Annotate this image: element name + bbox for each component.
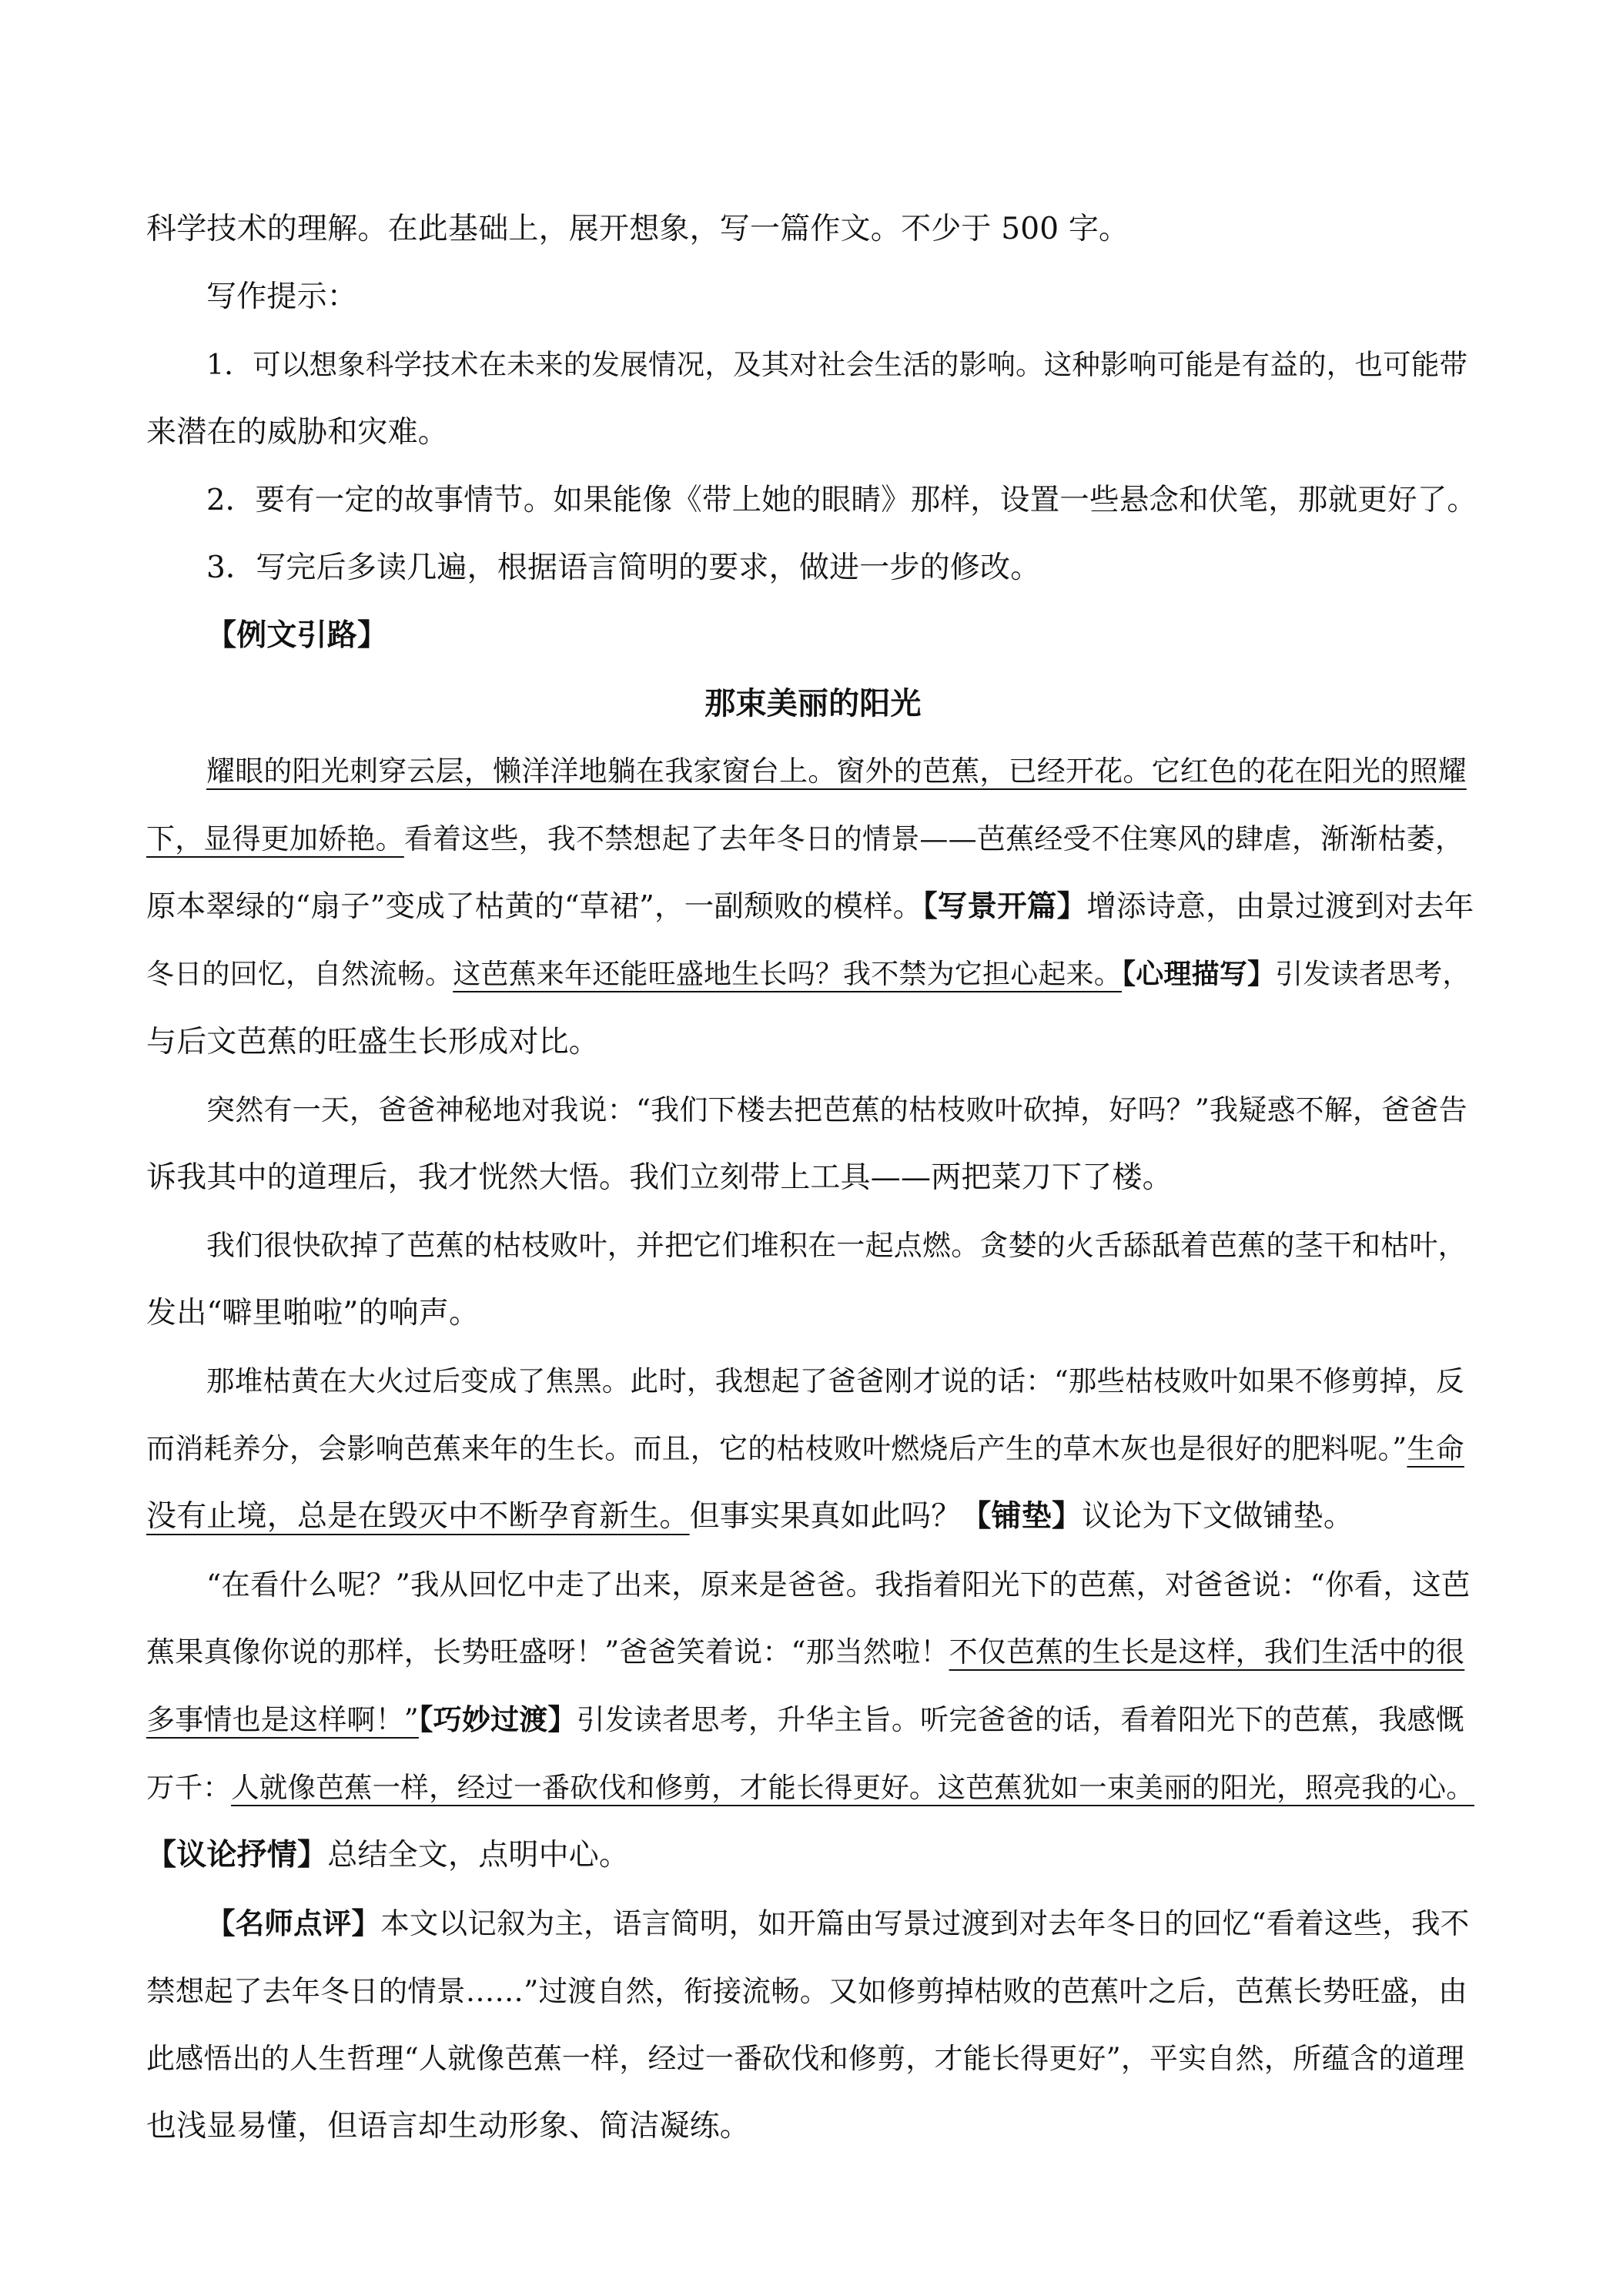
annotation-tag: 【心理描写】	[1122, 959, 1276, 990]
essay-p5-line-3	[146, 1697, 1480, 1765]
underlined-text: 多事情也是这样啊！”	[146, 1703, 419, 1736]
comment-text: 本文以记叙为主，语言简明，如开篇由写景过渡到对去年冬日的回忆“看着这些，我不	[380, 1906, 1470, 1940]
annotation-tag: 【议论抒情】	[146, 1838, 328, 1873]
tip-1-line-2: 来潜在的威胁和灾难。	[146, 415, 449, 450]
annotation-tag: 【铺垫】	[961, 1499, 1083, 1534]
tip-2: 2．要有一定的故事情节。如果能像《带上她的眼睛》那样，设置一些悬念和伏笔，那就更好了。	[206, 483, 1477, 517]
comment-line-4: 也浅显易懂，但语言却生动形象、简洁凝练。	[146, 2109, 751, 2144]
essay-p1-line-4	[146, 952, 1480, 1019]
essay-p1-line-3	[146, 884, 1480, 952]
document-body	[146, 206, 1480, 2171]
essay-p4-line-2	[146, 1426, 1480, 1494]
essay-p1-line-1	[146, 748, 1480, 816]
text-span: 万千：	[146, 1771, 232, 1804]
underlined-text: 耀眼的阳光刺穿云层，懒洋洋地躺在我家窗台上。窗外的芭蕉，已经开花。它红色的花在阳光的照耀	[206, 755, 1467, 788]
essay-p3-line-1: 我们很快砍掉了芭蕉的枯枝败叶，并把它们堆积在一起点燃。贪婪的火舌舔舐着芭蕉的茎干和枯叶，	[206, 1229, 1467, 1262]
text-span: 原本翠绿的“扇子”变成了枯黄的“草裙”，一副颓败的模样。	[146, 889, 923, 924]
comment-line-2: 禁想起了去年冬日的情景……”过渡自然，衔接流畅。又如修剪掉枯败的芭蕉叶之后，芭蕉长势旺盛，由	[146, 1974, 1467, 2008]
underlined-text: 生命	[1407, 1432, 1464, 1465]
annotation-text: 引发读者思考，	[1275, 959, 1471, 990]
annotation-tag: 【写景开篇】	[922, 889, 1087, 924]
essay-p3-line-2: 发出“噼里啪啦”的响声。	[146, 1296, 480, 1330]
underlined-text: 下，显得更加娇艳。	[146, 822, 404, 855]
annotation-tag: 【巧妙过渡】	[418, 1703, 577, 1736]
annotation-text: 总结全文，点明中心。	[327, 1838, 630, 1873]
underlined-text: 没有止境，总是在毁灭中不断孕育新生。	[146, 1499, 690, 1534]
essay-p5-line-1: “在看什么呢？”我从回忆中走了出来，原来是爸爸。我指着阳光下的芭蕉，对爸爸说：“你看，这芭	[206, 1568, 1471, 1602]
tip-1-line-1: 1．可以想象科学技术在未来的发展情况，及其对社会生活的影响。这种影响可能是有益的，也可能带	[206, 348, 1468, 381]
essay-title: 那束美丽的阳光	[704, 686, 922, 721]
tips-heading: 写作提示：	[206, 279, 358, 314]
essay-p2-line-1: 突然有一天，爸爸神秘地对我说：“我们下楼去把芭蕉的枯枝败叶砍掉，好吗？”我疑惑不解，爸爸告	[206, 1093, 1467, 1126]
essay-p5-line-5	[146, 1832, 1480, 1900]
example-label: 【例文引路】	[206, 618, 388, 653]
essay-p4-line-3	[146, 1494, 1480, 1561]
annotation-text: 冬日的回忆，自然流畅。	[146, 959, 453, 990]
essay-p1-line-2	[146, 816, 1480, 884]
essay-p2-line-2: 诉我其中的道理后，我才恍然大悟。我们立刻带上工具——两把菜刀下了楼。	[146, 1160, 1173, 1195]
intro-line: 科学技术的理解。在此基础上，展开想象，写一篇作文。不少于 500 字。	[146, 212, 1129, 246]
annotation-text: 增添诗意，由景过渡到对去年	[1086, 889, 1474, 924]
text-span: 看着这些，我不禁想起了去年冬日的情景——芭蕉经受不住寒风的肆虐，渐渐枯萎，	[403, 822, 1464, 855]
underlined-text: 这芭蕉来年还能旺盛地生长吗？我不禁为它担心起来。	[453, 959, 1123, 990]
tip-3: 3．写完后多读几遍，根据语言简明的要求，做进一步的修改。	[206, 551, 1041, 585]
text-span: 蕉果真像你说的那样，长势旺盛呀！”爸爸笑着说：“那当然啦！	[146, 1635, 949, 1668]
comment-line-1	[146, 1900, 1480, 1968]
essay-p5-line-2	[146, 1629, 1480, 1697]
text-span: 而消耗养分，会影响芭蕉来年的生长。而且，它的枯枝败叶燃烧后产生的草木灰也是很好的肥料呢。”	[146, 1432, 1407, 1465]
annotation-text: 议论为下文做铺垫。	[1082, 1499, 1354, 1534]
comment-tag: 【名师点评】	[206, 1906, 381, 1940]
essay-p4-line-1: 那堆枯黄在大火过后变成了焦黑。此时，我想起了爸爸刚才说的话：“那些枯枝败叶如果不修剪掉，反	[206, 1364, 1464, 1397]
annotation-text: 引发读者思考，升华主旨。听完爸爸的话，看着阳光下的芭蕉，我感慨	[576, 1703, 1464, 1736]
essay-p1-line-5: 与后文芭蕉的旺盛生长形成对比。	[146, 1025, 600, 1059]
underlined-text: 人就像芭蕉一样，经过一番砍伐和修剪，才能长得更好。这芭蕉犹如一束美丽的阳光，照亮我的心。	[231, 1771, 1474, 1804]
essay-p5-line-4	[146, 1765, 1480, 1832]
underlined-text: 不仅芭蕉的生长是这样，我们生活中的很	[949, 1635, 1465, 1668]
comment-line-3: 此感悟出的人生哲理“人就像芭蕉一样，经过一番砍伐和修剪，才能长得更好”，平实自然，所蕴含的道理	[146, 2042, 1465, 2075]
text-span: 但事实果真如此吗？	[689, 1499, 962, 1534]
